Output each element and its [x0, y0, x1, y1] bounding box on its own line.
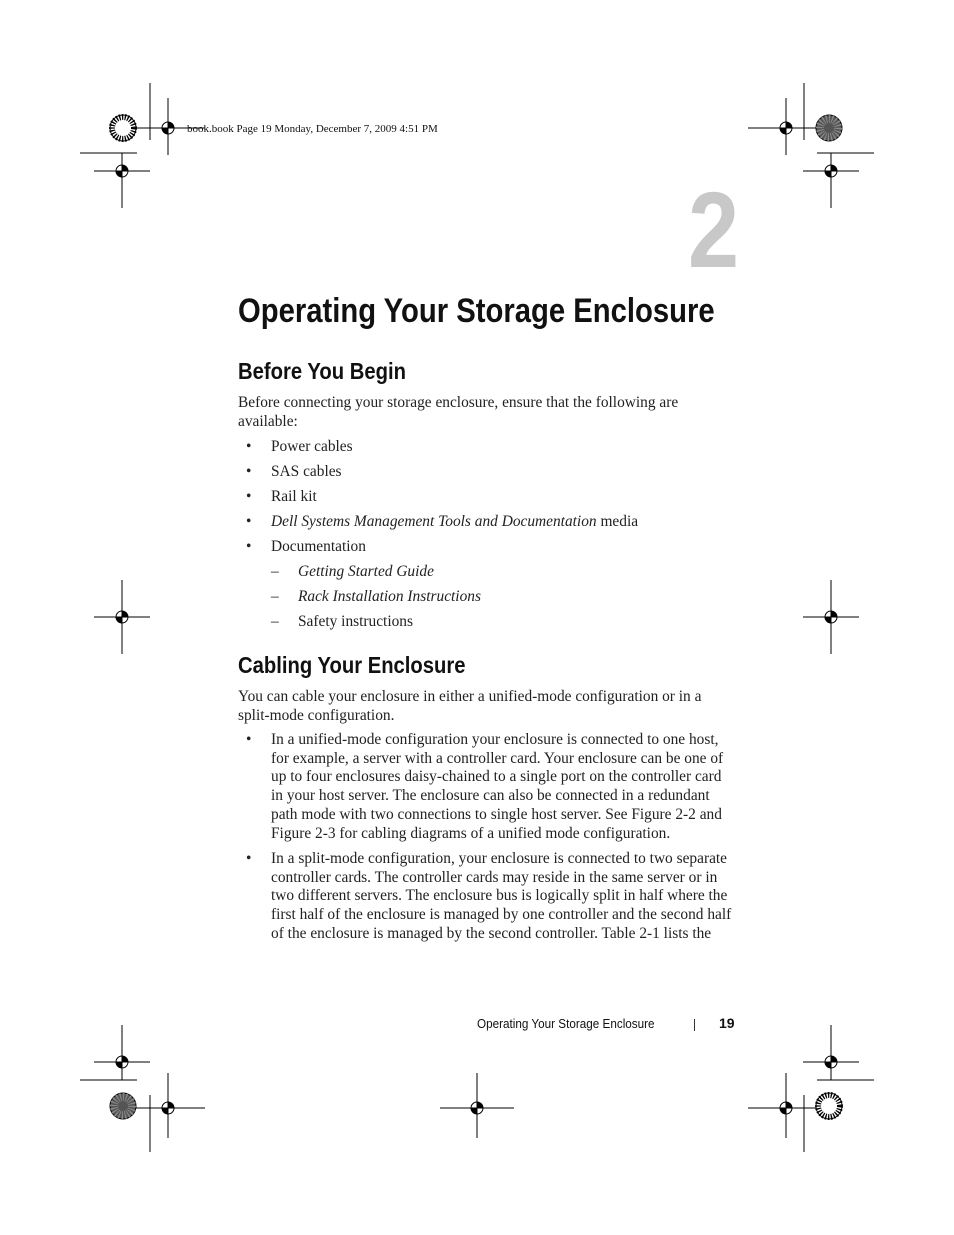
intro-line: Before connecting your storage enclosure, ensure that the following are	[238, 394, 679, 411]
text-line: Figure 2-3 for cabling diagrams of a unified mode configuration.	[271, 824, 671, 842]
bullet-icon: •	[246, 538, 252, 555]
list-item-text	[271, 513, 739, 532]
page-number: 19	[719, 1015, 735, 1031]
bullet-icon: •	[246, 488, 252, 505]
chapter-number: 2	[688, 169, 740, 290]
intro-line: available:	[238, 412, 298, 430]
text-line: In a split-mode configuration, your enclosure is connected to two separate	[271, 850, 728, 867]
bullet-icon: •	[246, 513, 252, 530]
list-item-text	[271, 731, 739, 843]
list-item-text	[271, 850, 739, 944]
text-line: path mode with two connections to single host server. See Figure 2-2 and	[271, 805, 722, 823]
list-item-text: SAS cables	[271, 463, 342, 480]
list-item-text: Power cables	[271, 438, 353, 455]
text-line: controller cards. The controller cards may reside in the same server or in	[271, 868, 718, 886]
text-line: two different servers. The enclosure bus is logically split in half where the	[271, 887, 728, 905]
intro-line: You can cable your enclosure in either a unified-mode configuration or in a	[238, 688, 702, 705]
bullet-icon: •	[246, 850, 252, 867]
slug-line: book.book Page 19 Monday, December 7, 2009 4:51 PM	[187, 123, 438, 135]
sub-list-item-text: Rack Installation Instructions	[298, 588, 481, 605]
media-title: Dell Systems Management Tools and Documentation	[271, 513, 597, 530]
footer-divider	[694, 1019, 695, 1031]
section-heading-before-you-begin: Before You Begin	[238, 358, 406, 384]
dash-icon: –	[271, 613, 279, 630]
footer-chapter-title: Operating Your Storage Enclosure	[477, 1016, 655, 1031]
text-line: up to four enclosures daisy-chained to a single port on the controller card	[271, 768, 722, 786]
chapter-title: Operating Your Storage Enclosure	[238, 292, 715, 330]
text-line: In a unified-mode configuration your enclosure is connected to one host,	[271, 731, 719, 748]
bullet-icon: •	[246, 438, 252, 455]
text-line: for example, a server with a controller card. Your enclosure can be one of	[271, 749, 724, 767]
list-item-text: Rail kit	[271, 488, 317, 505]
bullet-icon: •	[246, 463, 252, 480]
dash-icon: –	[271, 588, 279, 605]
bullet-icon: •	[246, 731, 252, 748]
intro-line: split-mode configuration.	[238, 706, 395, 724]
text-line: in your host server. The enclosure can also be connected in a redundant	[271, 787, 710, 805]
text-line: first half of the enclosure is managed by one controller and the second half	[271, 906, 732, 924]
sub-list-item-text: Getting Started Guide	[298, 563, 434, 580]
text-line: of the enclosure is managed by the second controller. Table 2-1 lists the	[271, 924, 712, 942]
media-suffix: media	[596, 513, 639, 530]
section2-intro	[238, 688, 748, 725]
section-heading-cabling: Cabling Your Enclosure	[238, 652, 466, 678]
sub-list-item-text: Safety instructions	[298, 613, 413, 630]
list-item-text: Documentation	[271, 538, 366, 555]
dash-icon: –	[271, 563, 279, 580]
section1-intro	[238, 394, 738, 431]
